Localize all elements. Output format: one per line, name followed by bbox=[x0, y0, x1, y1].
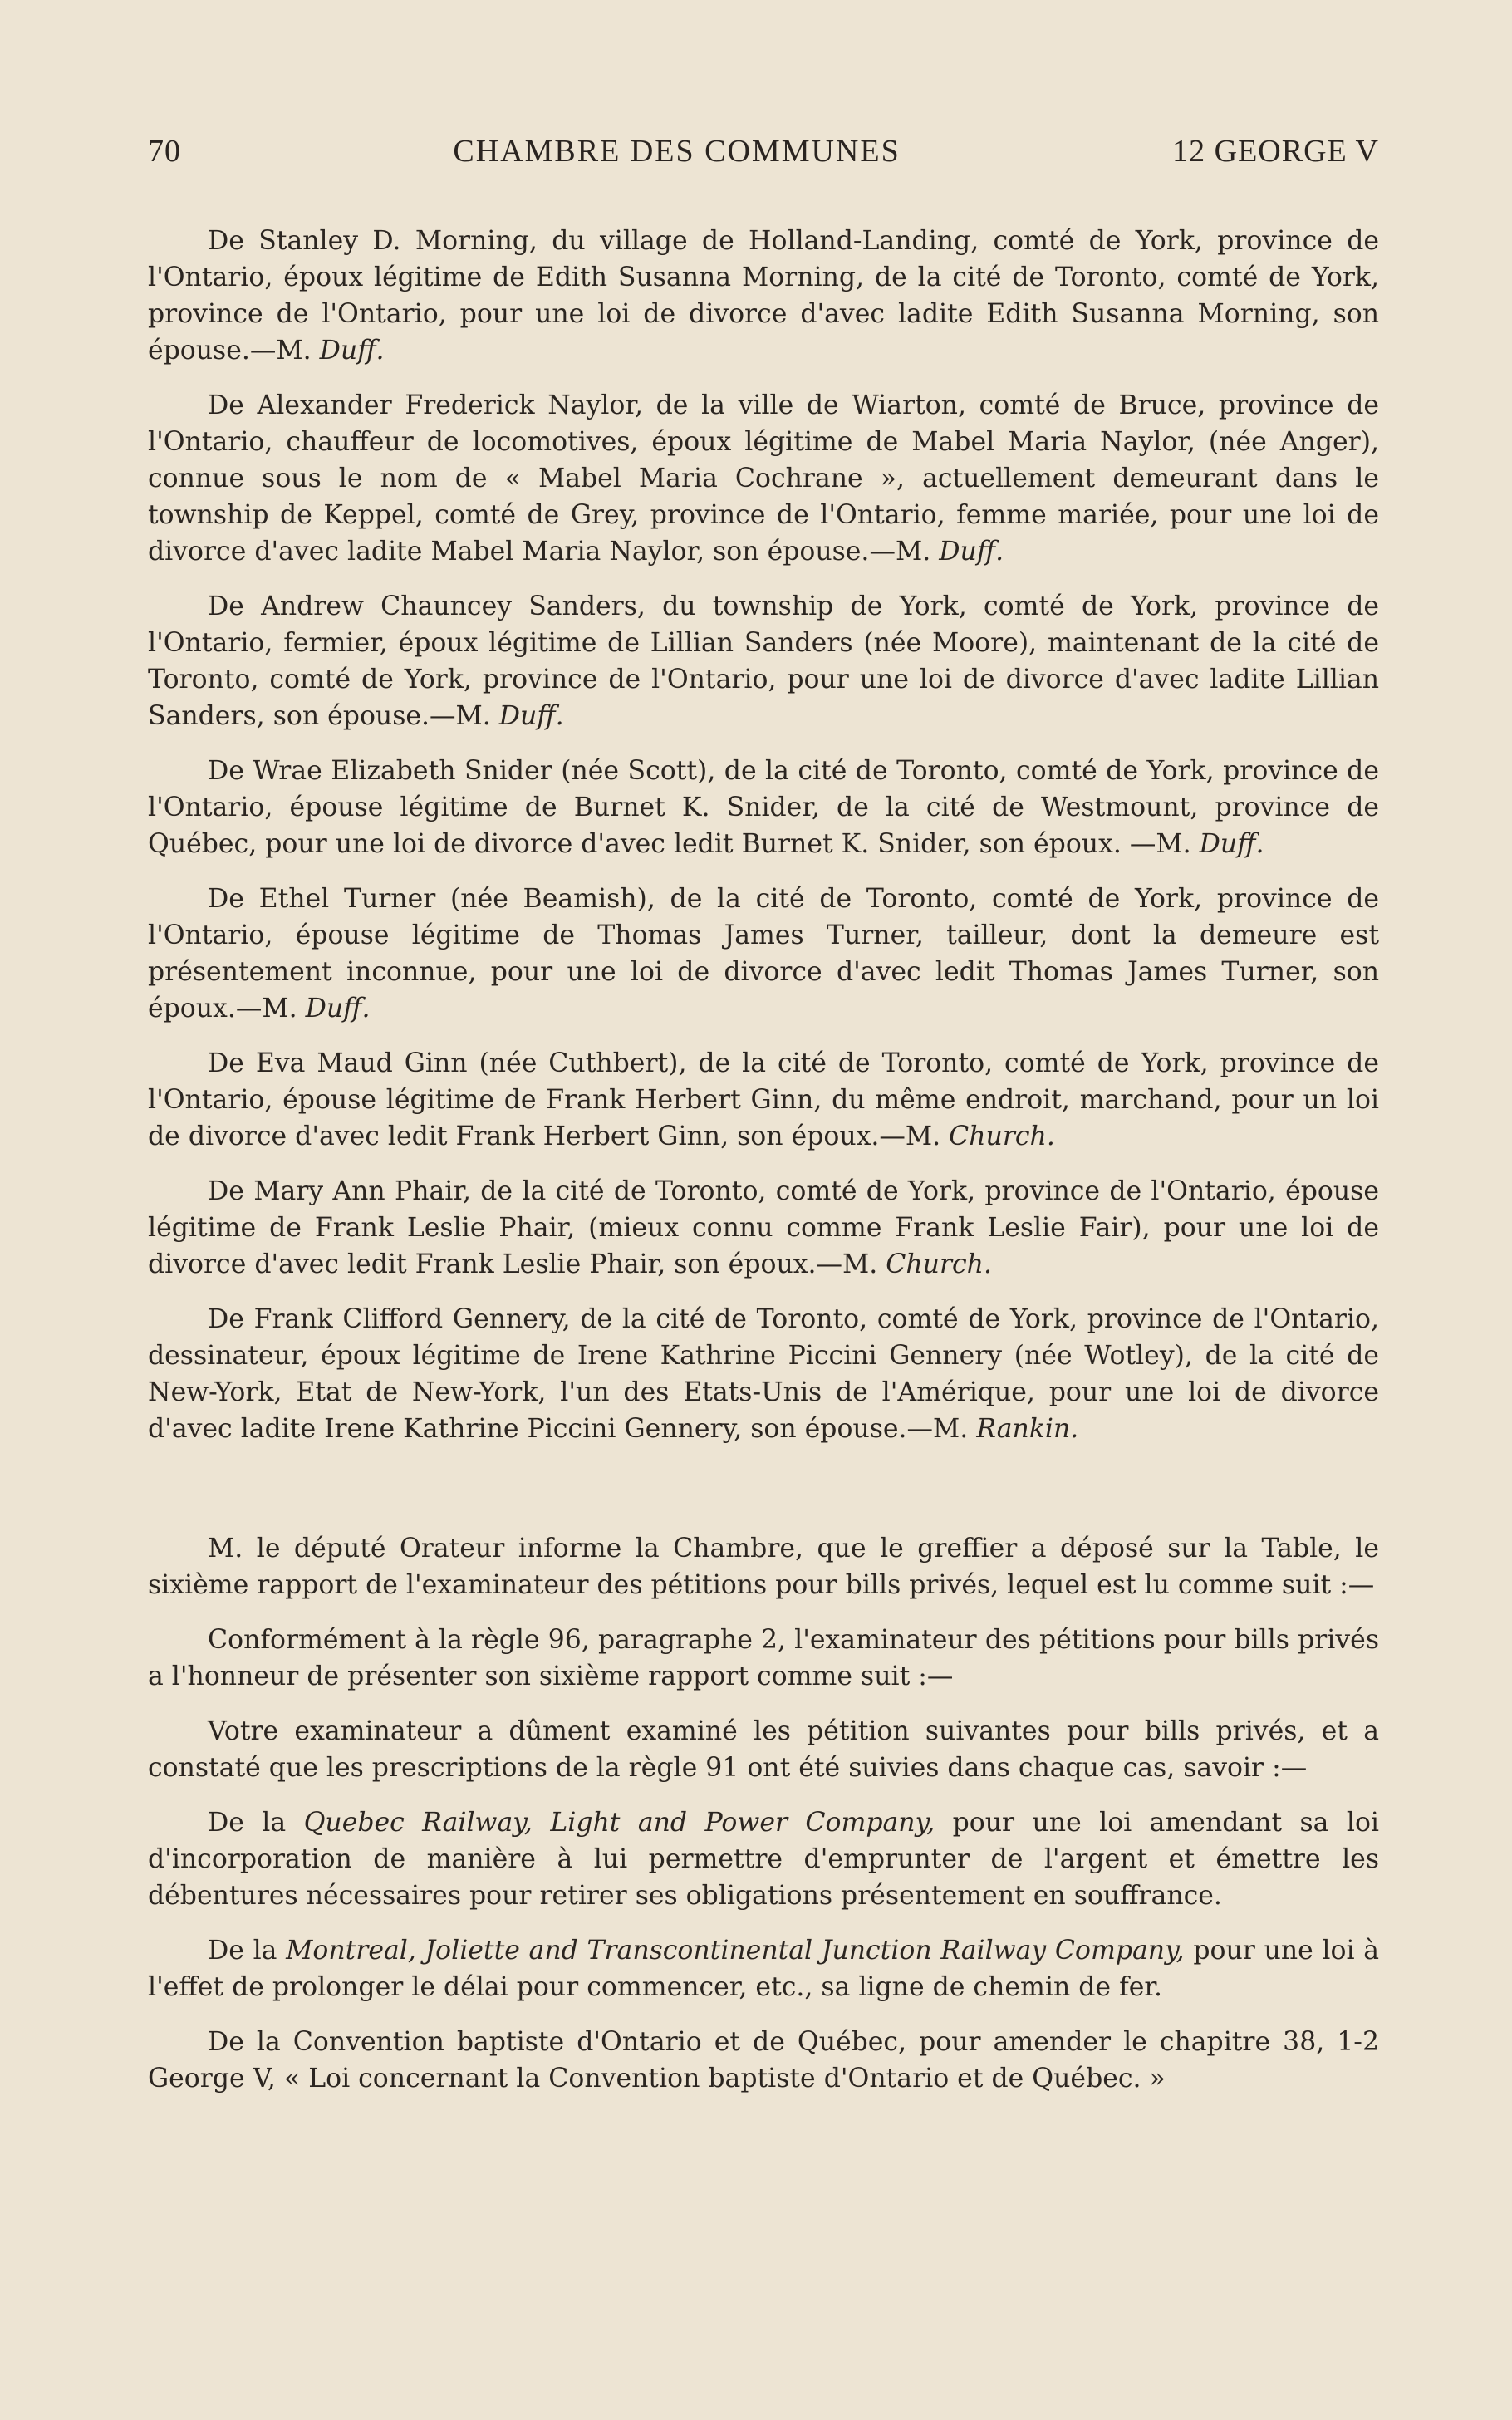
member-name: Duff. bbox=[498, 701, 564, 731]
report-item-prefix: De la bbox=[208, 1808, 304, 1838]
member-name: Duff. bbox=[305, 994, 371, 1023]
petition-paragraph bbox=[148, 1045, 1379, 1155]
petition-text: De Frank Clifford Gennery, de la cité de Toronto, comté de York, province de l'Ontario, dessinateur, époux légitime de Irene Kathrine Piccini Gennery (née Wotley), de la cité de New-York, Etat de New-York, l'un des Etats-Unis de l'Amérique, pour une loi de divorce d'avec ladite Irene Kathrine Piccini Gennery, son épouse.—M. bbox=[148, 1304, 1379, 1444]
report-rule: Conformément à la règle 96, paragraphe 2, l'examinateur des pétitions pour bills privés a l'honneur de présenter son sixième rapport comme suit :— bbox=[148, 1625, 1379, 1691]
report-item bbox=[148, 1932, 1379, 2005]
report-item-text: De la Convention baptiste d'Ontario et de Québec, pour amender le chapitre 38, 1-2 George V, « Loi concernant la Convention baptiste d'Ontario et de Québec. » bbox=[148, 2027, 1379, 2094]
report-item-text: pour une loi amendant sa loi d'incorporation de manière à lui permettre d'emprunter de l'argent et émettre les débentures nécessaires pour retirer ses obligations présentement en souffrance. bbox=[148, 1808, 1379, 1911]
company-name: Montreal, Joliette and Transcontinental Junction Railway Company, bbox=[286, 1936, 1185, 1966]
petition-text: De Wrae Elizabeth Snider (née Scott), de la cité de Toronto, comté de York, province de l'Ontario, épouse légitime de Burnet K. Snider, de la cité de Westmount, province de Québec, pour une loi de divorce d'avec ledit Burnet K. Snider, son époux. —M. bbox=[148, 756, 1379, 859]
petition-text: De Eva Maud Ginn (née Cuthbert), de la cité de Toronto, comté de York, province de l'Ontario, épouse légitime de Frank Herbert Ginn, du même endroit, marchand, pour un loi de divorce d'avec ledit Frank Herbert Ginn, son époux.—M. bbox=[148, 1048, 1379, 1151]
member-name: Church. bbox=[886, 1249, 992, 1279]
examiner-report bbox=[148, 1530, 1379, 2097]
petition-paragraph bbox=[148, 881, 1379, 1027]
petition-paragraph bbox=[148, 223, 1379, 369]
petitions-list bbox=[148, 223, 1379, 1447]
member-name: Duff. bbox=[319, 336, 385, 366]
report-item bbox=[148, 2024, 1379, 2097]
petition-paragraph bbox=[148, 387, 1379, 570]
page-number: 70 bbox=[148, 134, 181, 169]
member-name: Duff. bbox=[939, 537, 1004, 567]
company-name: Quebec Railway, Light and Power Company, bbox=[303, 1808, 935, 1838]
petition-text: De Alexander Frederick Naylor, de la ville de Wiarton, comté de Bruce, province de l'Ontario, chauffeur de locomotives, époux légitime de Mabel Maria Naylor, (née Anger), connue sous le nom de « Mabel Maria Cochrane », actuellement demeurant dans le township de Keppel, comté de Grey, province de l'Ontario, femme mariée, pour une loi de divorce d'avec ladite Mabel Maria Naylor, son épouse.—M. bbox=[148, 390, 1379, 567]
journal-page bbox=[148, 133, 1379, 2115]
petition-text: De Mary Ann Phair, de la cité de Toronto, comté de York, province de l'Ontario, épouse légitime de Frank Leslie Phair, (mieux connu comme Frank Leslie Fair), pour une loi de divorce d'avec ledit Frank Leslie Phair, son époux.—M. bbox=[148, 1176, 1379, 1279]
petition-paragraph bbox=[148, 588, 1379, 734]
member-name: Duff. bbox=[1199, 829, 1264, 859]
report-item bbox=[148, 1804, 1379, 1914]
petition-text: De Ethel Turner (née Beamish), de la cité de Toronto, comté de York, province de l'Ontario, épouse légitime de Thomas James Turner, tailleur, dont la demeure est présentement inconnue, pour une loi de divorce d'avec ledit Thomas James Turner, son époux.—M. bbox=[148, 884, 1379, 1023]
page-header bbox=[148, 133, 1379, 169]
petition-paragraph bbox=[148, 753, 1379, 862]
petition-paragraph bbox=[148, 1173, 1379, 1283]
session-label: 12 GEORGE V bbox=[1172, 134, 1379, 169]
petition-paragraph bbox=[148, 1301, 1379, 1447]
report-item-prefix: De la bbox=[208, 1936, 287, 1966]
member-name: Church. bbox=[949, 1122, 1055, 1151]
member-name: Rankin. bbox=[976, 1414, 1079, 1444]
petition-text: De Stanley D. Morning, du village de Holland-Landing, comté de York, province de l'Ontario, époux légitime de Edith Susanna Morning, de la cité de Toronto, comté de York, province de l'Ontario, pour une loi de divorce d'avec ladite Edith Susanna Morning, son épouse.—M. bbox=[148, 226, 1379, 366]
petition-text: De Andrew Chauncey Sanders, du township de York, comté de York, province de l'Ontario, fermier, époux légitime de Lillian Sanders (née Moore), maintenant de la cité de Toronto, comté de York, province de l'Ontario, pour une loi de divorce d'avec ladite Lillian Sanders, son épouse.—M. bbox=[148, 592, 1379, 731]
section-spacer bbox=[148, 1465, 1379, 1530]
report-examined: Votre examinateur a dûment examiné les pétition suivantes pour bills privés, et a constaté que les prescriptions de la règle 91 ont été suivies dans chaque cas, savoir :— bbox=[148, 1716, 1379, 1783]
report-item-text: pour une loi à l'effet de prolonger le délai pour commencer, etc., sa ligne de chemin de fer. bbox=[148, 1936, 1380, 2002]
running-title: CHAMBRE DES COMMUNES bbox=[453, 134, 901, 169]
report-intro: M. le député Orateur informe la Chambre, que le greffier a déposé sur la Table, le sixième rapport de l'examinateur des pétitions pour bills privés, lequel est lu comme suit :— bbox=[148, 1534, 1379, 1600]
